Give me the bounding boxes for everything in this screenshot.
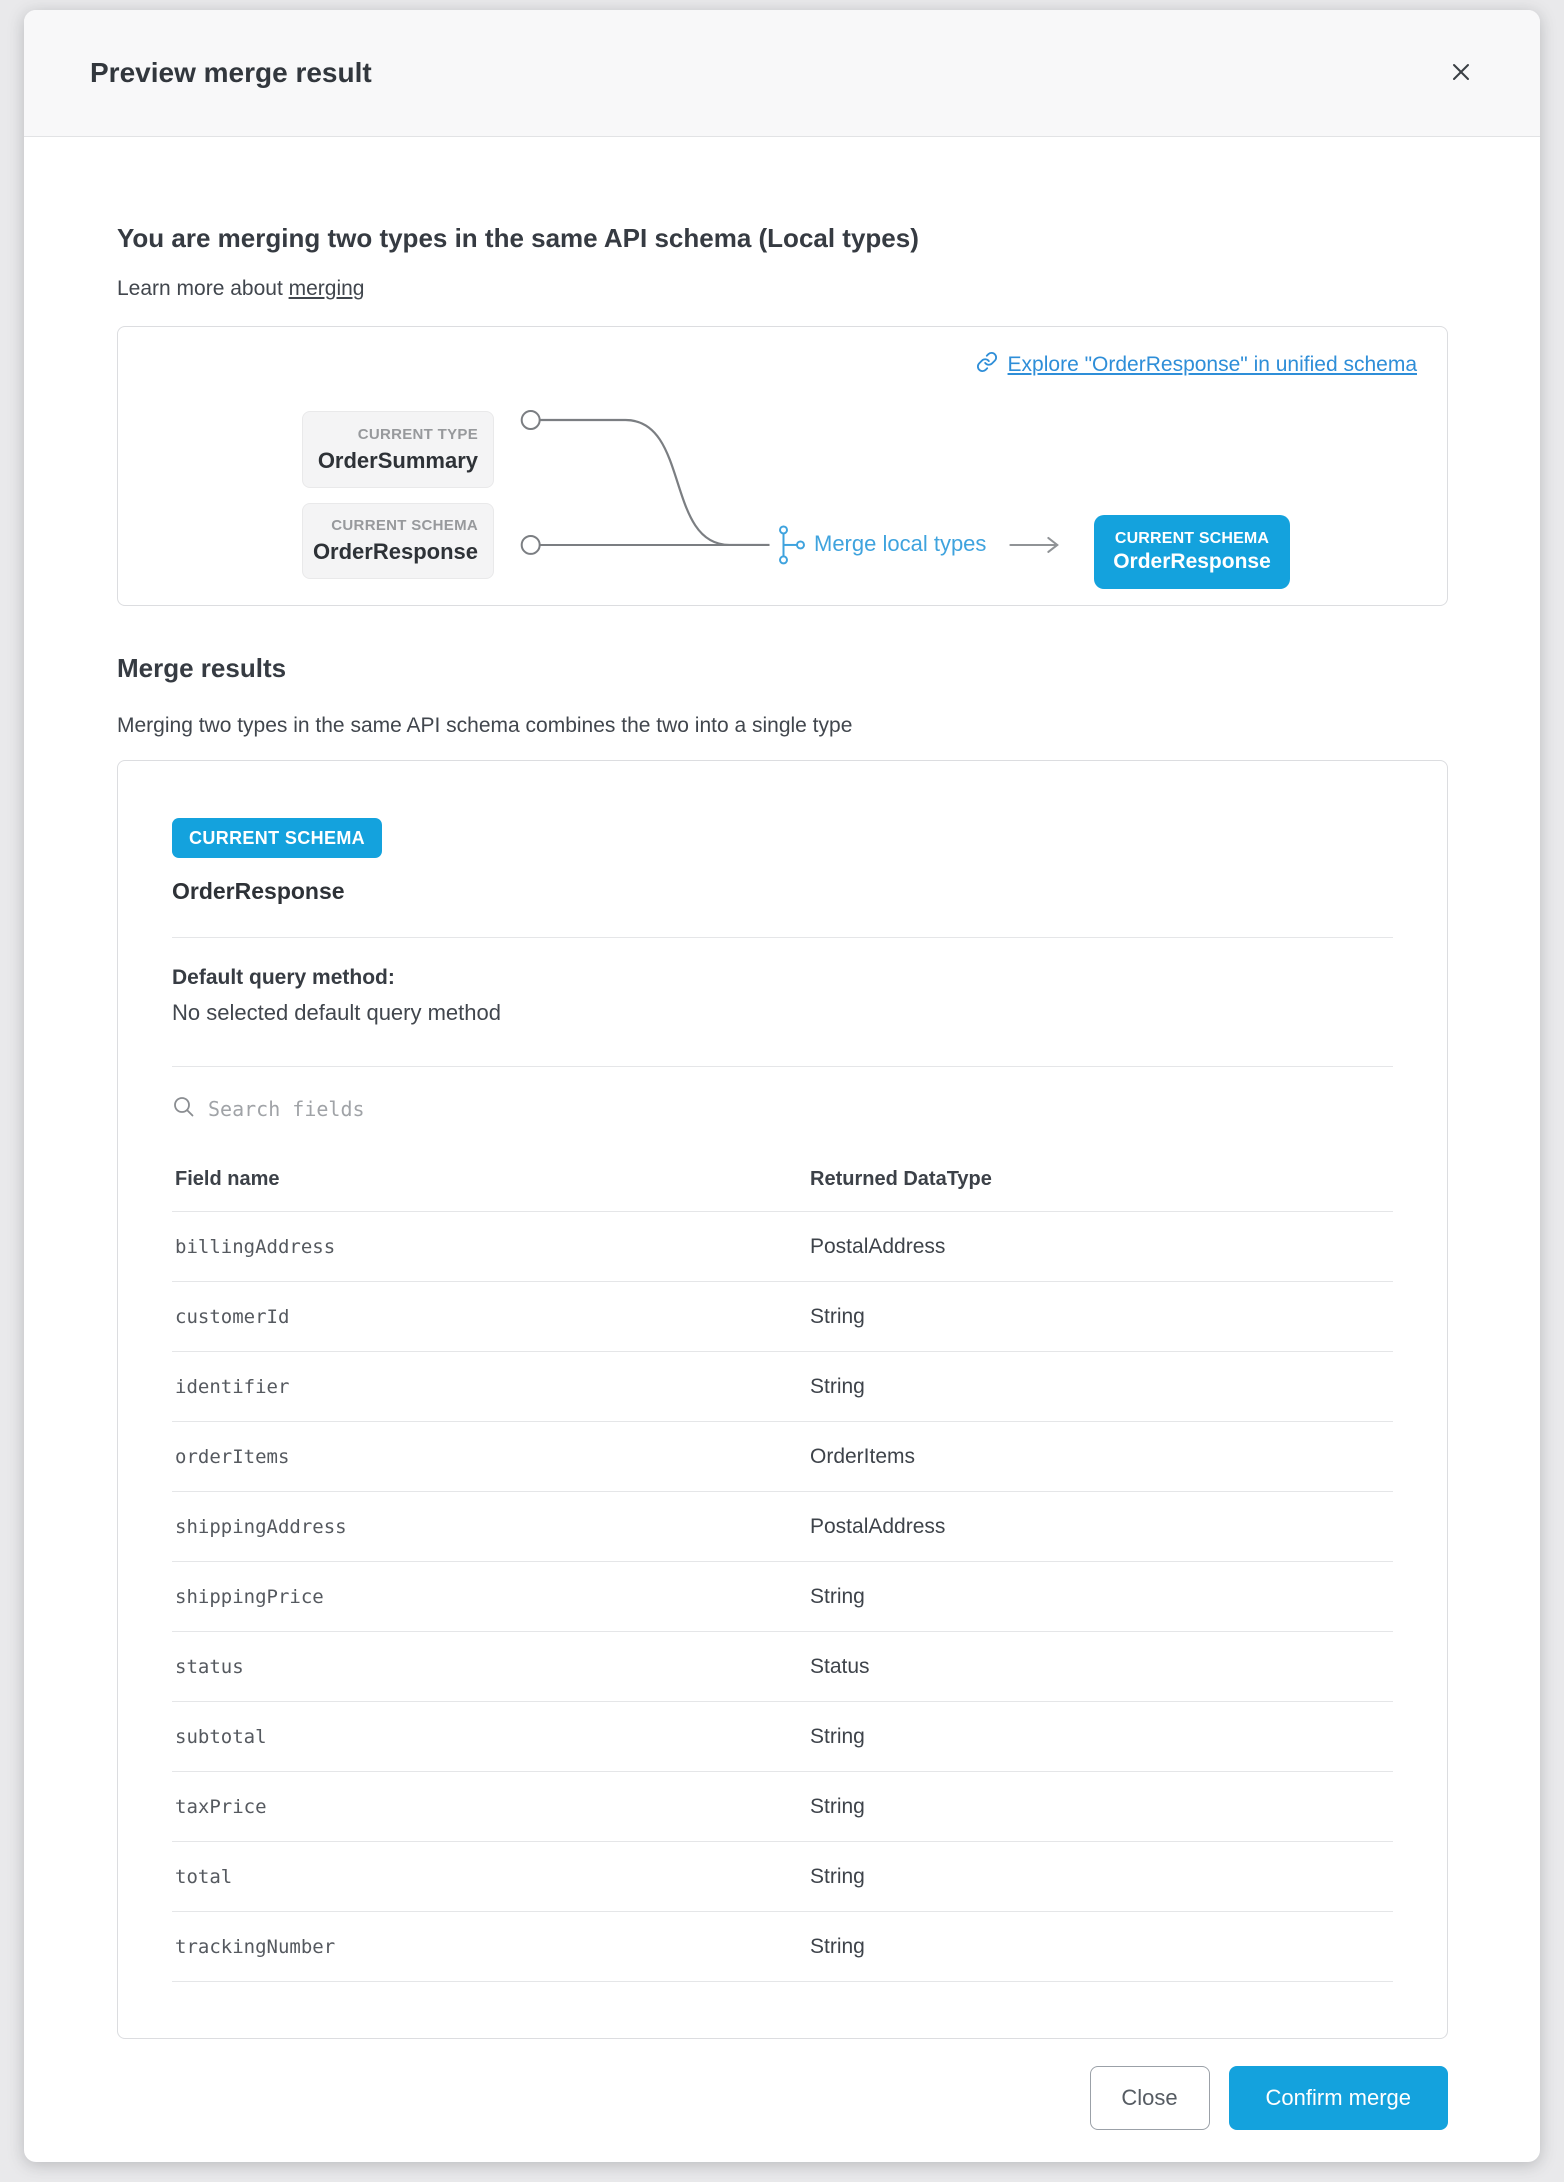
- current-schema-badge: CURRENT SCHEMA: [172, 818, 382, 858]
- result-node-label: CURRENT SCHEMA: [1114, 530, 1270, 547]
- field-name-cell: customerId: [175, 1305, 290, 1328]
- table-row: [172, 1282, 1393, 1352]
- merge-local-types-label: Merge local types: [814, 531, 987, 556]
- search-fields-row: [172, 1094, 1393, 1124]
- modal-footer: [117, 2066, 1448, 2130]
- close-icon: [1446, 57, 1476, 90]
- search-fields-input[interactable]: [208, 1097, 628, 1121]
- returned-datatype-cell: String: [810, 1794, 865, 1818]
- current-schema-name: OrderResponse: [312, 539, 478, 564]
- current-type-box: [302, 411, 494, 488]
- modal-header: [24, 10, 1540, 137]
- default-query-value: No selected default query method: [172, 1000, 501, 1025]
- field-name-cell: orderItems: [175, 1445, 290, 1468]
- table-row: [172, 1772, 1393, 1842]
- field-name-cell: subtotal: [175, 1725, 267, 1748]
- table-row: [172, 1842, 1393, 1912]
- close-modal-button[interactable]: Close: [1090, 2066, 1210, 2130]
- divider: [172, 937, 1393, 938]
- learn-more-line: [117, 276, 1448, 302]
- arrow-icon: [1010, 538, 1057, 552]
- merge-results-subheading: Merging two types in the same API schema combines the two into a single type: [117, 714, 853, 737]
- returned-datatype-cell: String: [810, 1374, 865, 1398]
- result-type-name: OrderResponse: [172, 878, 345, 904]
- field-name-cell: total: [175, 1865, 233, 1888]
- merge-results-heading: Merge results: [117, 653, 287, 683]
- table-row: [172, 1422, 1393, 1492]
- current-schema-box: [302, 503, 494, 579]
- close-button[interactable]: [1444, 56, 1478, 90]
- returned-datatype-cell: String: [810, 1304, 865, 1328]
- explore-link-text: Explore "OrderResponse" in unified schema: [1007, 353, 1417, 376]
- returned-datatype-cell: PostalAddress: [810, 1514, 946, 1538]
- fields-table-body: [172, 1212, 1393, 1982]
- result-node-name: OrderResponse: [1113, 550, 1271, 573]
- returned-datatype-cell: String: [810, 1934, 865, 1958]
- modal-content: [24, 222, 1540, 2130]
- column-header-field-name: Field name: [175, 1168, 280, 1190]
- table-row: [172, 1912, 1393, 1982]
- fields-table-header: [172, 1166, 1393, 1212]
- merge-diagram-card: [117, 326, 1448, 606]
- returned-datatype-cell: OrderItems: [810, 1444, 916, 1468]
- learn-more-prefix: Learn more about: [117, 277, 289, 300]
- modal-title: Preview merge result: [90, 57, 372, 88]
- merging-link[interactable]: merging: [288, 277, 365, 300]
- search-icon: [172, 1095, 196, 1124]
- field-name-cell: shippingAddress: [175, 1515, 347, 1538]
- field-name-cell: identifier: [175, 1375, 290, 1398]
- current-schema-label: CURRENT SCHEMA: [331, 517, 478, 534]
- merge-result-node: [1094, 515, 1290, 589]
- card-bottom-spacer: [172, 1982, 1393, 2038]
- table-row: [172, 1702, 1393, 1772]
- current-type-label: CURRENT TYPE: [357, 425, 478, 443]
- current-type-name: OrderSummary: [317, 447, 478, 473]
- table-row: [172, 1562, 1393, 1632]
- column-header-returned-datatype: Returned DataType: [810, 1168, 992, 1190]
- confirm-merge-button[interactable]: Confirm merge: [1229, 2066, 1448, 2130]
- table-row: [172, 1352, 1393, 1422]
- merge-icon: [780, 526, 804, 563]
- table-row: [172, 1212, 1393, 1282]
- field-name-cell: trackingNumber: [175, 1935, 336, 1958]
- returned-datatype-cell: PostalAddress: [810, 1234, 946, 1258]
- default-query-label: Default query method:: [172, 966, 395, 989]
- field-name-cell: shippingPrice: [175, 1585, 324, 1608]
- returned-datatype-cell: String: [810, 1724, 865, 1748]
- intro-heading: You are merging two types in the same API schema (Local types): [117, 223, 919, 253]
- field-name-cell: status: [175, 1655, 244, 1678]
- returned-datatype-cell: String: [810, 1584, 865, 1608]
- table-row: [172, 1492, 1393, 1562]
- returned-datatype-cell: String: [810, 1864, 865, 1888]
- returned-datatype-cell: Status: [810, 1654, 870, 1678]
- merge-results-card: [117, 760, 1448, 2039]
- field-name-cell: taxPrice: [175, 1795, 267, 1818]
- divider: [172, 1066, 1393, 1067]
- table-row: [172, 1632, 1393, 1702]
- preview-merge-modal: [24, 10, 1540, 2162]
- field-name-cell: billingAddress: [175, 1235, 336, 1258]
